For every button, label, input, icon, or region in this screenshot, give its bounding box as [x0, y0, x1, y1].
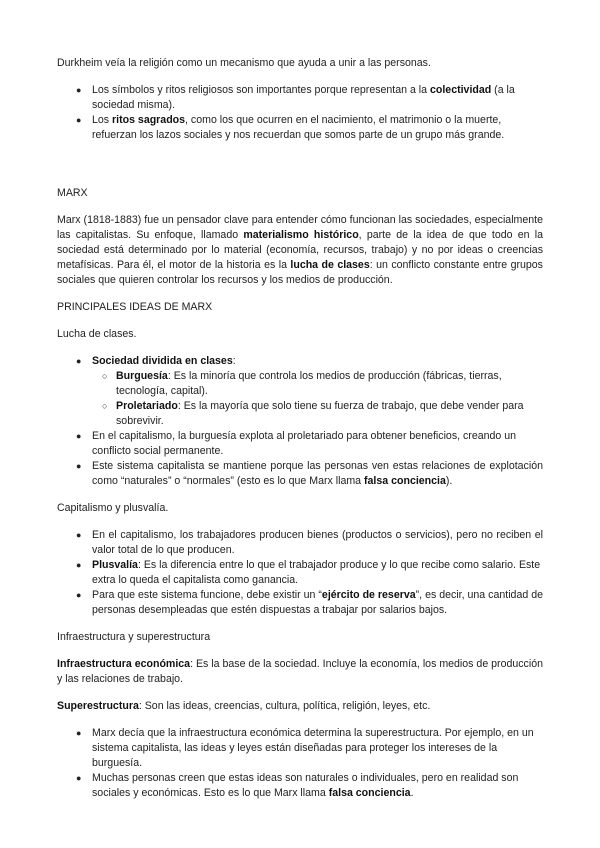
text: : Son las ideas, creencias, cultura, política, religión, leyes, etc.: [138, 700, 431, 712]
bold-term: lucha de clases: [290, 259, 370, 271]
super-list: [57, 726, 543, 801]
list-item: [57, 113, 543, 143]
bold-term: colectividad: [430, 84, 492, 96]
list-item: [57, 588, 543, 618]
bold-term: Infraestructura económica: [57, 658, 191, 670]
text: .: [410, 787, 414, 799]
infra-paragraph: [57, 657, 543, 687]
bold-term: falsa conciencia: [364, 475, 446, 487]
sub-list-item: [57, 399, 543, 429]
bold-term: Plusvalía: [92, 559, 138, 571]
text: Los: [92, 114, 113, 126]
list-item: [57, 83, 543, 113]
text: , parte de la idea de que todo en la sociedad está determinado por lo material (economía, recursos, trabajo) y no por ideas o creencias metafísicas. Para él, el motor de la historia es la: [57, 229, 543, 271]
intro-paragraph: Durkheim veía la religión como un mecanismo que ayuda a unir a las personas.: [57, 57, 431, 69]
sub-list: [92, 369, 543, 429]
infra-heading: Infraestructura y superestructura: [57, 631, 211, 643]
bold-term: ejército de reserva: [321, 589, 416, 601]
bold-term: falsa conciencia: [328, 787, 411, 799]
capitalismo-heading: Capitalismo y plusvalía.: [57, 502, 169, 514]
text: : Es la mayoría que solo tiene su fuerza de trabajo, que debe vender para sobrevivir.: [116, 400, 524, 427]
bold-term: Burguesía: [116, 370, 168, 382]
text: Los símbolos y ritos religiosos son importantes porque representan a la: [92, 84, 430, 96]
capitalismo-list: [57, 528, 543, 618]
list-item: [57, 558, 543, 588]
text: : un conflicto constante entre grupos sociales que quieren controlar los recursos y los medios de producción.: [57, 259, 543, 286]
text: ).: [445, 475, 453, 487]
marx-paragraph: [57, 213, 543, 288]
text: : Es la base de la sociedad. Incluye la economía, los medios de producción y las relaciones de trabajo.: [57, 658, 543, 685]
text: ”, es decir, una cantidad de personas desempleadas que estén dispuestas a trabajar por salarios bajos.: [92, 589, 543, 616]
lucha-heading: Lucha de clases.: [57, 328, 137, 340]
bold-term: Proletariado: [116, 400, 178, 412]
bold-term: Sociedad dividida en clases: [92, 355, 233, 367]
text: : Es la minoría que controla los medios de producción (fábricas, tierras, tecnología, capital).: [116, 370, 502, 397]
super-paragraph: [57, 699, 543, 714]
ideas-heading: PRINCIPALES IDEAS DE MARX: [57, 301, 213, 313]
list-item: [57, 459, 543, 489]
text: Este sistema capitalista se mantiene porque las personas ven estas relaciones de explotación como “naturales” o “normales” (esto es lo que Marx llama: [92, 460, 543, 487]
bold-term: ritos sagrados: [112, 114, 186, 126]
text: , como los que ocurren en el nacimiento, el matrimonio o la muerte, refuerzan los lazos sociales y nos recuerdan que somos parte de un grupo más grande.: [92, 114, 505, 141]
bold-term: materialismo histórico: [243, 229, 359, 241]
sub-list-item: [57, 369, 543, 399]
list-item: ● En el capitalismo, la burguesía explota al proletariado para obtener beneficios, creando un conflicto social permanente.: [57, 429, 543, 459]
list-item: [57, 771, 543, 801]
text: Muchas personas creen que estas ideas son naturales o individuales, pero en realidad son sociales y económicas. Esto es lo que Marx llama: [92, 772, 519, 799]
text: Marx (1818-1883) fue un pensador clave para entender cómo funcionan las sociedades, especialmente las capitalistas. Su enfoque, llamado: [57, 214, 543, 241]
durkheim-list: [57, 83, 543, 143]
text: : Es la diferencia entre lo que el trabajador produce y lo que recibe como salario. Este extra lo queda el capitalista como ganancia.: [92, 559, 541, 586]
list-item: ● En el capitalismo, los trabajadores producen bienes (productos o servicios), pero no reciben el valor total de lo que producen.: [57, 528, 543, 558]
bold-term: Superestructura: [57, 700, 139, 712]
marx-heading: MARX: [57, 187, 88, 199]
list-item: [57, 354, 543, 429]
list-item: ● Marx decía que la infraestructura económica determina la superestructura. Por ejemplo, en un sistema capitalista, las ideas y leyes están diseñadas para proteger los intereses de la burguesía.: [57, 726, 543, 771]
lucha-list: [57, 354, 543, 489]
text: (a la sociedad misma).: [92, 84, 515, 111]
text: :: [232, 355, 236, 367]
document-content: [57, 56, 543, 801]
text: Para que este sistema funcione, debe existir un “: [92, 589, 322, 601]
